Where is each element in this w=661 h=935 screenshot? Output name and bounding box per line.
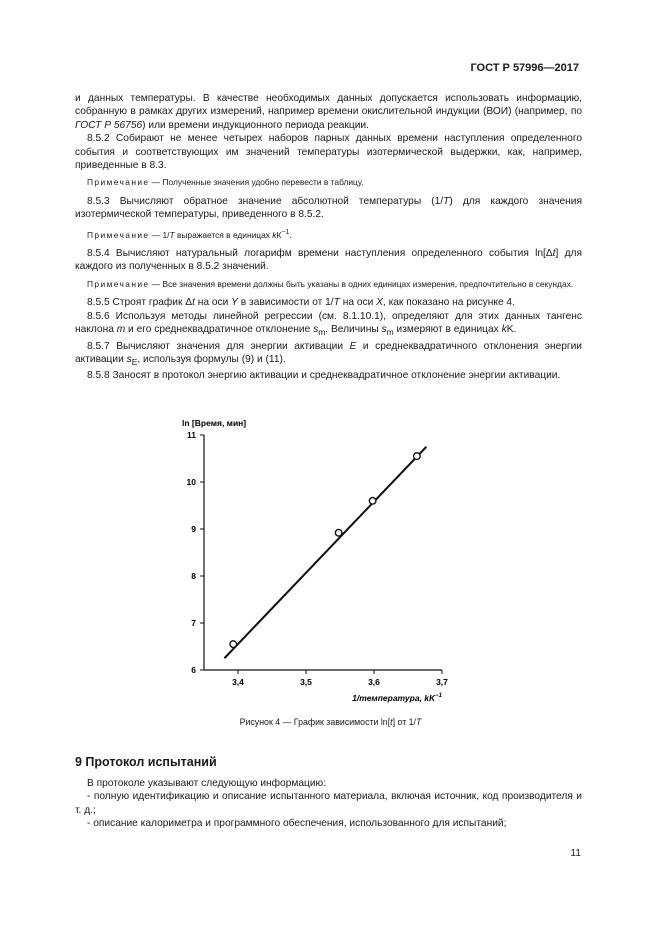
section-9-body xyxy=(75,777,582,831)
x-axis-label: 1/температура, $kK^{-1}$ xyxy=(352,693,442,703)
x-tick-label: 3,7 xyxy=(436,677,448,687)
note-2: Примечание — 1/T выражается в единицах $kК^{-1}$. xyxy=(87,228,292,240)
body-text xyxy=(75,92,582,383)
list-item: - описание калориметра и программного обеспечения, использованного для испытаний; xyxy=(87,818,507,830)
figure-caption: Рисунок 4 — График зависимости ln[t] от 1/T xyxy=(239,717,422,727)
x-tick-label: 3,4 xyxy=(232,677,244,687)
paragraph-8-5-6: 8.5.6 Используя методы линейной регрессии (см. 8.1.10.1), определяют для этих данных тангенс наклона m и его среднеквадратичное отклонение $s_m$. Величины $s_m$ измеряют в единицах kK. xyxy=(75,310,582,338)
data-point xyxy=(335,529,342,536)
y-axis-label: ln [Время, мин] xyxy=(182,418,247,428)
standard-code: ГОСТ Р 57996—2017 xyxy=(470,62,579,74)
regression-line xyxy=(224,447,426,659)
paragraph-8-5-5: 8.5.5 Строят график Δt на оси Y в зависимости от 1/T на оси X, как показано на рисунке 4. xyxy=(87,297,515,309)
y-tick-label: 6 xyxy=(191,665,196,675)
figure-4 xyxy=(160,405,460,715)
list-item: - полную идентификацию и описание испытанного материала, включая источник, код производителя и т. д.; xyxy=(75,791,582,816)
data-point xyxy=(414,453,421,460)
note-3: Примечание — Все значения времени должны быть указаны в одних единицах измерения, предпочтительно в секундах. xyxy=(87,278,574,289)
section-9-intro: В протоколе указывают следующую информацию: xyxy=(87,778,327,789)
y-tick-label: 9 xyxy=(191,524,196,534)
data-point xyxy=(230,641,237,648)
paragraph-continuation: и данных температуры. В качестве необходимых данных допускается использовать информацию, собранную в рамках других измерений, например времени окислительной индукции (ВОИ) (например, по ГОСТ Р 56756) или времени индукционного периода реакции. xyxy=(75,93,582,131)
x-tick-label: 3,6 xyxy=(368,677,380,687)
standard-reference: ГОСТ Р 56756 xyxy=(75,119,143,131)
y-tick-label: 10 xyxy=(186,477,196,487)
paragraph-8-5-8: 8.5.8 Заносят в протокол энергию активации и среднеквадратичное отклонение энергии активации. xyxy=(87,370,561,382)
x-tick-label: 3,5 xyxy=(300,677,312,687)
data-point xyxy=(369,498,376,505)
section-9-title: 9 Протокол испытаний xyxy=(75,755,217,769)
y-tick-label: 7 xyxy=(191,618,196,628)
arrhenius-chart xyxy=(160,405,460,715)
note-1: Примечание — Полученные значения удобно перевести в таблицу. xyxy=(87,177,364,188)
paragraph-8-5-3: 8.5.3 Вычисляют обратное значение абсолютной температуры (1/T) для каждого значения изотермической температуры, приведенного в 8.5.2. xyxy=(75,195,582,221)
paragraph-8-5-7: 8.5.7 Вычисляют значения для энергии активации E и среднеквадратичного отклонения энергии активации $s_E$, используя формулы (9) и (11). xyxy=(75,340,582,368)
y-tick-label: 11 xyxy=(187,430,196,440)
page-number: 11 xyxy=(570,848,581,859)
paragraph-8-5-2: 8.5.2 Собирают не менее четырех наборов парных данных времени наступления определенного события и соответствующих им значений температуры изотермической выдержки, как, например, приведенные в 8.3. xyxy=(75,133,582,172)
paragraph-8-5-4: 8.5.4 Вычисляют натуральный логарифм времени наступления определенного события ln[Δt] для каждого из полученных в 8.5.2 значений. xyxy=(75,248,582,273)
y-tick-label: 8 xyxy=(191,571,196,581)
